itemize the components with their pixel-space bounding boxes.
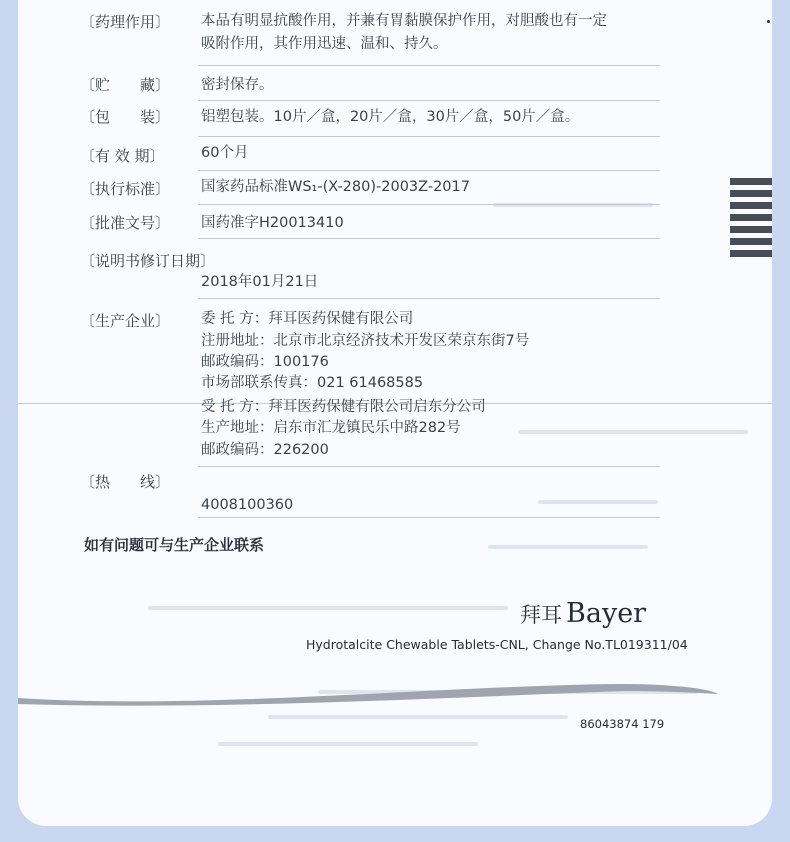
bayer-logo bbox=[520, 598, 646, 629]
pharmacology-line-2: 吸附作用，其作用迅速、温和、持久。 bbox=[201, 36, 448, 52]
manufacturer-line: 邮政编码：100176 bbox=[201, 354, 329, 370]
section-label-revision-date: 〔说明书修订日期〕 bbox=[80, 252, 216, 270]
bleed-through-line bbox=[148, 606, 508, 610]
packaging-value: 铝塑包装。10片／盒，20片／盒，30片／盒，50片／盒。 bbox=[201, 109, 580, 125]
bleed-through-line bbox=[518, 430, 748, 434]
print-dot bbox=[767, 20, 770, 23]
brand-name-en: Bayer bbox=[566, 598, 647, 629]
brand-name-cn: 拜耳 bbox=[520, 603, 562, 627]
separator bbox=[198, 65, 660, 66]
revision-date-value: 2018年01月21日 bbox=[201, 274, 319, 290]
standard-value: 国家药品标准WS₁-(X-280)-2003Z-2017 bbox=[201, 179, 470, 195]
separator bbox=[198, 136, 660, 137]
manufacturer-line: 委 托 方：拜耳医药保健有限公司 bbox=[201, 311, 414, 327]
manufacturer-line: 邮政编码：226200 bbox=[201, 442, 329, 458]
product-change-number: Hydrotalcite Chewable Tablets-CNL, Change No.TL019311/04 bbox=[306, 637, 688, 652]
leaflet-sheet bbox=[18, 0, 772, 826]
section-label-hotline: 〔热 线〕 bbox=[80, 473, 171, 491]
section-label-shelf-life: 〔有 效 期〕 bbox=[80, 147, 165, 165]
pharmacology-line-1: 本品有明显抗酸作用，并兼有胃黏膜保护作用，对胆酸也有一定 bbox=[201, 13, 607, 29]
bleed-through-line bbox=[538, 500, 658, 504]
separator bbox=[198, 204, 660, 205]
section-label-storage: 〔贮 藏〕 bbox=[80, 76, 171, 94]
shelf-life-value: 60个月 bbox=[201, 145, 249, 161]
section-label-packaging: 〔包 装〕 bbox=[80, 108, 171, 126]
section-label-approval: 〔批准文号〕 bbox=[80, 214, 171, 232]
section-label-manufacturer: 〔生产企业〕 bbox=[80, 312, 171, 330]
contact-note: 如有问题可与生产企业联系 bbox=[84, 536, 265, 554]
bleed-through-line bbox=[488, 545, 648, 549]
manufacturer-line: 生产地址：启东市汇龙镇民乐中路282号 bbox=[201, 420, 461, 436]
separator bbox=[198, 238, 660, 239]
side-barcode bbox=[730, 178, 772, 262]
separator bbox=[198, 298, 660, 299]
section-label-standard: 〔执行标准〕 bbox=[80, 180, 171, 198]
manufacturer-line: 市场部联系传真：021 61468585 bbox=[201, 375, 424, 391]
storage-value: 密封保存。 bbox=[201, 77, 274, 93]
hotline-value: 4008100360 bbox=[201, 497, 294, 513]
section-label-pharmacology: 〔药理作用〕 bbox=[80, 13, 171, 31]
separator bbox=[198, 100, 660, 101]
separator bbox=[198, 517, 660, 518]
approval-value: 国药准字H20013410 bbox=[201, 215, 344, 231]
separator bbox=[198, 466, 660, 467]
separator bbox=[198, 170, 660, 171]
bleed-through-line bbox=[218, 742, 478, 746]
manufacturer-line: 注册地址：北京市北京经济技术开发区荣京东街7号 bbox=[201, 333, 530, 349]
document-code: 86043874 179 bbox=[580, 717, 665, 731]
manufacturer-line: 受 托 方：拜耳医药保健有限公司启东分公司 bbox=[201, 399, 486, 415]
